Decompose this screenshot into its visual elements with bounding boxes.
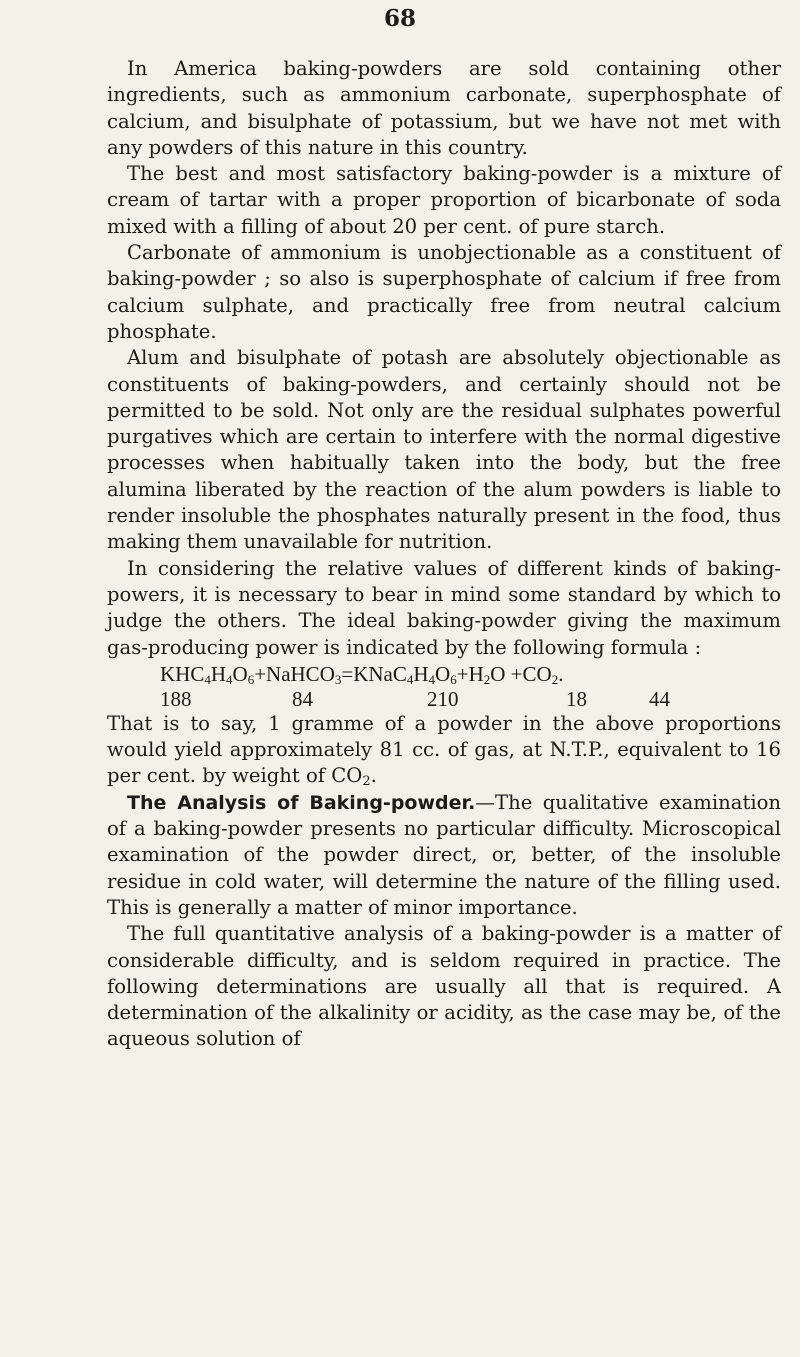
- mass-carbon-dioxide: 44: [649, 686, 670, 711]
- paragraph-analysis: The Analysis of Baking-powder.—The qualitative examination of a baking-powder presents no particular difficulty. Microscopical examination of the powder direct, or, better, of the insoluble residue in cold water, will determine the nature of the filling used. This is generally a matter of minor importance.: [107, 790, 782, 919]
- paragraph-relative-values: In considering the relative values of different kinds of baking-powers, it is necessary to bear in mind some standard by which to judge the others. The ideal baking-powder giving the maximum gas-producing power is indicated by the following formula :: [107, 556, 781, 659]
- paragraph-alum: Alum and bisulphate of potash are absolutely objectionable as constituents of baking-powders, and certainly should not be permitted to be sold. Not only are the residual sulphates powerful purgatives which are certain to interfere with the normal digestive processes when habitually taken into the body, but the free alumina liberated by the reaction of the alum powders is liable to render insoluble the phosphates naturally present in the food, thus making them unavailable for nutrition.: [107, 346, 781, 554]
- page-number: 68: [383, 5, 416, 32]
- mass-cream-of-tartar: 188: [160, 686, 192, 711]
- mass-bicarbonate: 84: [292, 686, 313, 711]
- mass-water: 18: [566, 686, 587, 711]
- chemical-formula: $KHC_4H_4O_6+NaHCO_3=KNaC_4H_4O_6+H_2O +CO_2$.: [160, 661, 564, 687]
- body-text: [107, 56, 781, 1053]
- paragraph-quantitative: The full quantitative analysis of a baking-powder is a matter of considerable difficulty, and is seldom required in practice. The following determinations are usually all that is required. A determination of the alkalinity or acidity, as the case may be, of the aqueous solution of: [107, 922, 781, 1051]
- paragraph-carbonate: Carbonate of ammonium is unobjectionable as a constituent of baking-powder ; so also is superphosphate of calcium if free from calcium sulphate, and practically free from neutral calcium phosphate.: [107, 241, 781, 343]
- section-heading: The Analysis of Baking-powder.: [127, 791, 476, 814]
- mass-rochelle-salt: 210: [427, 686, 459, 711]
- molecular-masses: [107, 687, 781, 711]
- paragraph-gas-yield: That is to say, 1 gramme of a powder in the above proportions would yield approximately 81 cc. of gas, at N.T.P., equivalent to 16 per cent. by weight of CO2.: [107, 711, 781, 790]
- paragraph-america: In America baking-powders are sold containing other ingredients, such as ammonium carbonate, superphosphate of calcium, and bisulphate of potassium, but we have not met with any powders of this nature in this country.: [107, 57, 781, 159]
- paragraph-best-powder: The best and most satisfactory baking-powder is a mixture of cream of tartar with a proper proportion of bicarbonate of soda mixed with a filling of about 20 per cent. of pure starch.: [107, 162, 781, 238]
